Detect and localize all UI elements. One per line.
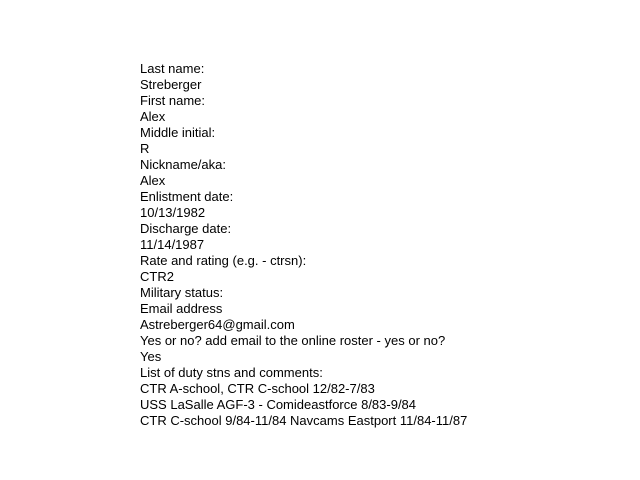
military-status-label: Military status: [140, 285, 224, 300]
middle-initial-label: Middle initial: [140, 125, 216, 140]
discharge-date-value: 11/14/1987 [140, 237, 205, 252]
last-name-label: Last name: [140, 61, 205, 76]
duty-station-item: USS LaSalle AGF-3 - Comideastforce 8/83-9/84 [140, 397, 417, 412]
duty-stations-label: List of duty stns and comments: [140, 365, 323, 380]
middle-initial-value: R [140, 141, 150, 156]
first-name-value: Alex [140, 109, 166, 124]
enlistment-date-value: 10/13/1982 [140, 205, 206, 220]
first-name-label: First name: [140, 93, 206, 108]
last-name-value: Streberger [140, 77, 202, 92]
duty-station-item: CTR A-school, CTR C-school 12/82-7/83 [140, 381, 375, 396]
email-value: Astreberger64@gmail.com [140, 317, 295, 332]
discharge-date-label: Discharge date: [140, 221, 232, 236]
email-label: Email address [140, 301, 223, 316]
member-record [140, 61, 620, 429]
rate-rating-label: Rate and rating (e.g. - ctrsn): [140, 253, 307, 268]
enlistment-date-label: Enlistment date: [140, 189, 234, 204]
roster-answer-value: Yes [140, 349, 162, 364]
duty-station-item: CTR C-school 9/84-11/84 Navcams Eastport 11/84-11/87 [140, 413, 468, 428]
nickname-label: Nickname/aka: [140, 157, 226, 172]
roster-question-label: Yes or no? add email to the online roster - yes or no? [140, 333, 446, 348]
rate-rating-value: CTR2 [140, 269, 174, 284]
nickname-value: Alex [140, 173, 166, 188]
